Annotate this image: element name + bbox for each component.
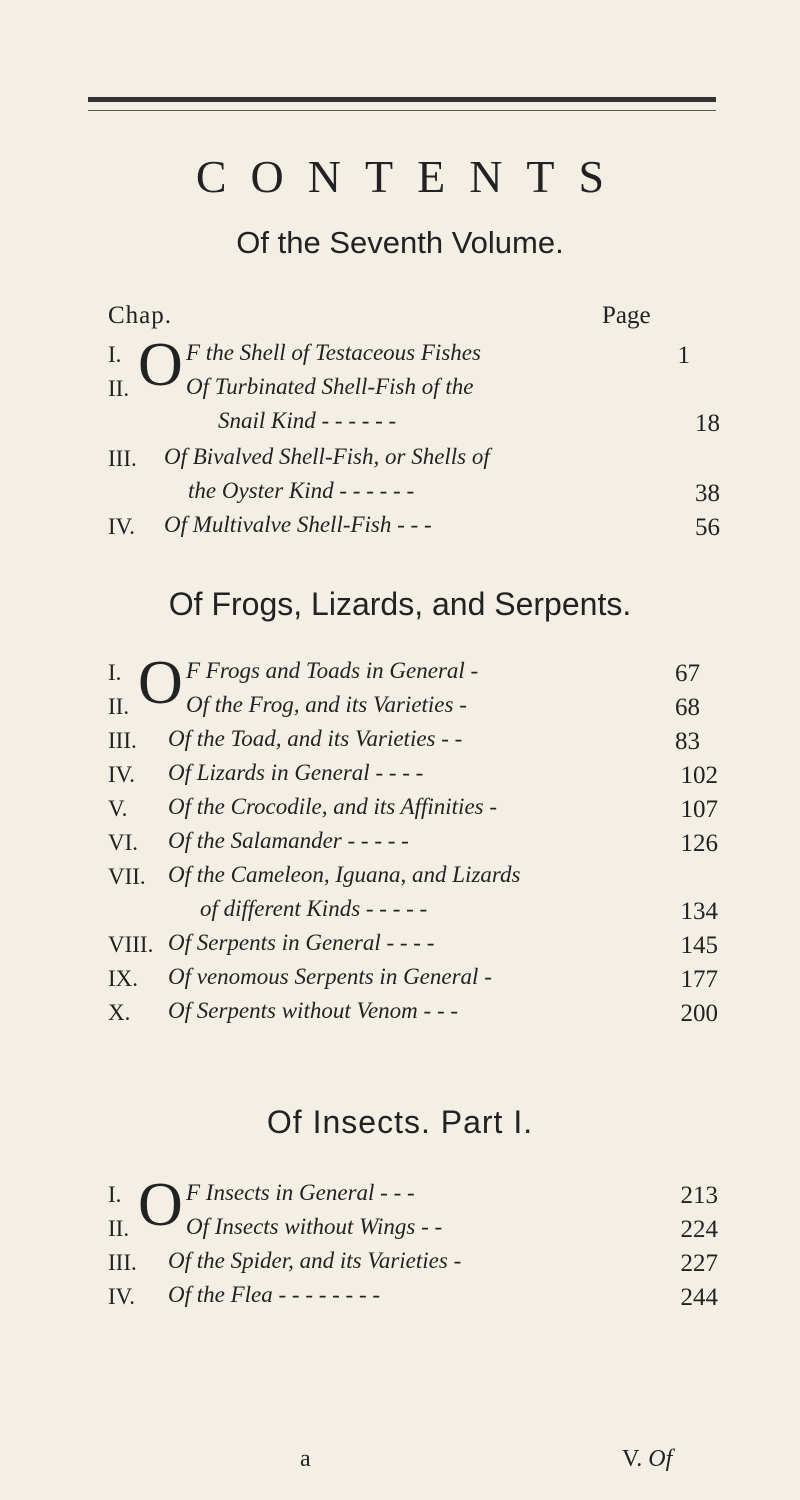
chapter-title: Of Multivalve Shell-Fish - - - bbox=[164, 512, 432, 537]
chapter-title: Of the Crocodile, and its Affinities - bbox=[168, 794, 498, 819]
chapter-number: I. bbox=[108, 342, 122, 367]
chapter-number: II. bbox=[108, 694, 130, 719]
catchword bbox=[622, 1446, 672, 1473]
chapter-title: Of Serpents in General - - - - bbox=[168, 930, 435, 955]
signature-mark: a bbox=[300, 1446, 311, 1472]
chapter-title-continued: of different Kinds - - - - - bbox=[200, 896, 428, 921]
section-heading: Of Frogs, Lizards, and Serpents. bbox=[168, 586, 632, 622]
chapter-title: Of the Salamander - - - - - bbox=[168, 828, 409, 853]
chapter-number: I. bbox=[108, 660, 122, 685]
chapter-title: Of the Toad, and its Varieties - - bbox=[168, 726, 463, 751]
chapter-title: Of Lizards in General - - - - bbox=[168, 760, 424, 785]
chapter-title: Of Turbinated Shell-Fish of the bbox=[186, 374, 474, 399]
section-heading: Of Insects. Part I. bbox=[266, 1104, 534, 1140]
chapter-title: Of the Spider, and its Varieties - bbox=[168, 1248, 462, 1273]
chapter-number: IV. bbox=[108, 514, 136, 539]
chapter-page: 1 bbox=[677, 342, 690, 369]
catchword-text: Of bbox=[648, 1446, 673, 1472]
chapter-number: VII. bbox=[108, 864, 146, 889]
chapter-title: Of the Cameleon, Iguana, and Lizards bbox=[168, 862, 521, 887]
chapter-page: 145 bbox=[680, 932, 718, 959]
chapter-number: III. bbox=[108, 446, 137, 471]
chap-column-label: Chap. bbox=[108, 302, 173, 329]
chapter-page: 68 bbox=[675, 694, 700, 721]
chapter-number: X. bbox=[108, 1000, 131, 1025]
chapter-title: Of Insects without Wings - - bbox=[186, 1214, 443, 1239]
chapter-title: F Frogs and Toads in General - bbox=[186, 658, 479, 683]
page-column-label: Page bbox=[602, 302, 651, 329]
chapter-number: II. bbox=[108, 1216, 130, 1241]
chapter-number: V. bbox=[108, 796, 128, 821]
chapter-title: Of the Frog, and its Varieties - bbox=[186, 692, 467, 717]
top-rule-thin bbox=[88, 110, 716, 111]
chapter-number: I. bbox=[108, 1182, 122, 1207]
chapter-page: 227 bbox=[680, 1250, 718, 1277]
page-title: CONTENTS bbox=[195, 151, 629, 202]
dropcap: O bbox=[138, 1171, 183, 1239]
chapter-page: 107 bbox=[680, 796, 718, 823]
dropcap: O bbox=[138, 649, 183, 717]
chapter-number: IX. bbox=[108, 966, 139, 991]
chapter-number: VIII. bbox=[108, 932, 154, 957]
chapter-number: II. bbox=[108, 376, 130, 401]
chapter-title: Of the Flea - - - - - - - - bbox=[168, 1282, 381, 1307]
chapter-title: F Insects in General - - - bbox=[186, 1180, 415, 1205]
chapter-page: 67 bbox=[675, 660, 700, 687]
chapter-title: F the Shell of Testaceous Fishes bbox=[186, 340, 481, 365]
chapter-number: III. bbox=[108, 728, 137, 753]
chapter-page: 213 bbox=[680, 1182, 718, 1209]
chapter-title: Of Serpents without Venom - - - bbox=[168, 998, 459, 1023]
chapter-page: 83 bbox=[675, 728, 700, 755]
chapter-page: 244 bbox=[680, 1284, 718, 1311]
chapter-number: III. bbox=[108, 1250, 137, 1275]
chapter-number: IV. bbox=[108, 762, 136, 787]
chapter-title-continued: the Oyster Kind - - - - - - bbox=[188, 478, 415, 503]
page-subtitle: Of the Seventh Volume. bbox=[236, 225, 564, 260]
chapter-title: Of Bivalved Shell-Fish, or Shells of bbox=[164, 444, 490, 469]
chapter-page: 126 bbox=[680, 830, 718, 857]
chapter-number: IV. bbox=[108, 1284, 136, 1309]
catchword-number: V. bbox=[622, 1446, 643, 1472]
top-rule bbox=[88, 97, 716, 102]
chapter-page: 18 bbox=[695, 410, 720, 437]
chapter-title-continued: Snail Kind - - - - - - bbox=[218, 408, 397, 433]
chapter-page: 200 bbox=[680, 1000, 718, 1027]
chapter-page: 56 bbox=[695, 514, 720, 541]
chapter-page: 102 bbox=[680, 762, 718, 789]
chapter-page: 38 bbox=[695, 480, 720, 507]
chapter-page: 177 bbox=[680, 966, 718, 993]
chapter-title: Of venomous Serpents in General - bbox=[168, 964, 492, 989]
chapter-page: 224 bbox=[680, 1216, 718, 1243]
dropcap: O bbox=[138, 331, 183, 399]
chapter-number: VI. bbox=[108, 830, 139, 855]
chapter-page: 134 bbox=[680, 898, 718, 925]
